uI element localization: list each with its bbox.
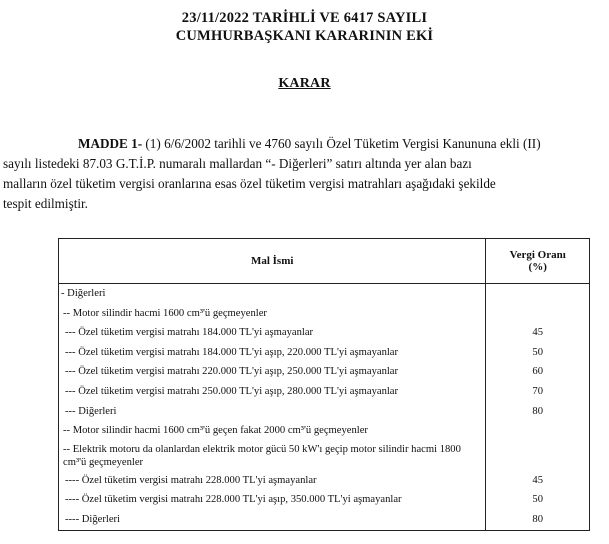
rate-value xyxy=(486,441,589,471)
row-text: --- Özel tüketim vergisi matrahı 184.000 TL'yi aşmayanlar xyxy=(65,327,314,339)
row-text: --- Özel tüketim vergisi matrahı 184.000 TL'yi aşıp, 220.000 TL'yi aşmayanlar xyxy=(65,346,399,358)
row-text: ---- Özel tüketim vergisi matrahı 228.000 TL'yi aşıp, 350.000 TL'yi aşmayanlar xyxy=(65,494,402,506)
article-paragraph-line4: tespit edilmiştir. xyxy=(3,196,88,211)
row-text: --- Özel tüketim vergisi matrahı 220.000 TL'yi aşıp, 250.000 TL'yi aşmayanlar xyxy=(65,366,399,378)
article-text-line1: (1) 6/6/2002 tarihli ve 4760 sayılı Özel Tüketim Vergisi Kanununa ekli (II) xyxy=(142,136,541,151)
table-row xyxy=(59,284,590,531)
document-title-line1: 23/11/2022 TARİHLİ VE 6417 SAYILI xyxy=(181,10,428,26)
rate-value: 70 xyxy=(532,385,543,397)
header-rate-line1: Vergi Oranı xyxy=(509,249,566,261)
row-text: ---- Diğerleri xyxy=(65,513,120,525)
document-title-line2: CUMHURBAŞKANI KARARININ EKİ xyxy=(175,28,434,44)
rate-value xyxy=(486,284,589,304)
rate-value xyxy=(486,421,589,441)
row-text: -- Motor silindir hacmi 1600 cm³'ü geçmeyenler xyxy=(63,307,267,319)
rate-value: 80 xyxy=(532,513,543,525)
header-mal-ismi: Mal İsmi xyxy=(59,239,486,284)
row-name-cell xyxy=(59,284,486,531)
article-paragraph-line3: malların özel tüketim vergisi oranlarına esas özel tüketim vergisi matrahları aşağıdaki şekilde xyxy=(3,176,496,191)
article-label: MADDE 1- xyxy=(78,136,143,151)
row-text: --- Özel tüketim vergisi matrahı 250.000 TL'yi aşıp, 280.000 TL'yi aşmayanlar xyxy=(65,385,399,397)
tax-rate-table xyxy=(58,238,590,531)
row-rate-cell xyxy=(486,284,590,531)
rate-value: 50 xyxy=(532,494,543,506)
row-text: - Diğerleri xyxy=(61,288,106,299)
row-text: -- Elektrik motoru da olanlardan elektrik motor gücü 50 kW'ı geçip motor silindir hacmi 1800 cm³'ü geçmeyenler xyxy=(63,443,461,468)
rate-value: 45 xyxy=(532,474,543,486)
table-header-row xyxy=(59,239,590,284)
rate-value: 50 xyxy=(532,346,543,358)
rate-value: 60 xyxy=(532,366,543,378)
section-heading: KARAR xyxy=(278,76,331,91)
row-text: -- Motor silindir hacmi 1600 cm³'ü geçen fakat 2000 cm³'ü geçmeyenler xyxy=(63,425,368,437)
row-text: --- Diğerleri xyxy=(65,405,117,417)
header-vergi-orani xyxy=(486,239,590,284)
row-text: ---- Özel tüketim vergisi matrahı 228.000 TL'yi aşmayanlar xyxy=(65,474,317,486)
rate-value: 45 xyxy=(532,327,543,339)
article-paragraph-line2: sayılı listedeki 87.03 G.T.İ.P. numaralı mallardan “- Diğerleri” satırı altında yer alan bazı xyxy=(3,156,472,171)
rate-value xyxy=(486,304,589,324)
article-paragraph-line1 xyxy=(78,136,541,152)
rate-value: 80 xyxy=(532,405,543,417)
header-rate-line2: (%) xyxy=(528,261,547,273)
